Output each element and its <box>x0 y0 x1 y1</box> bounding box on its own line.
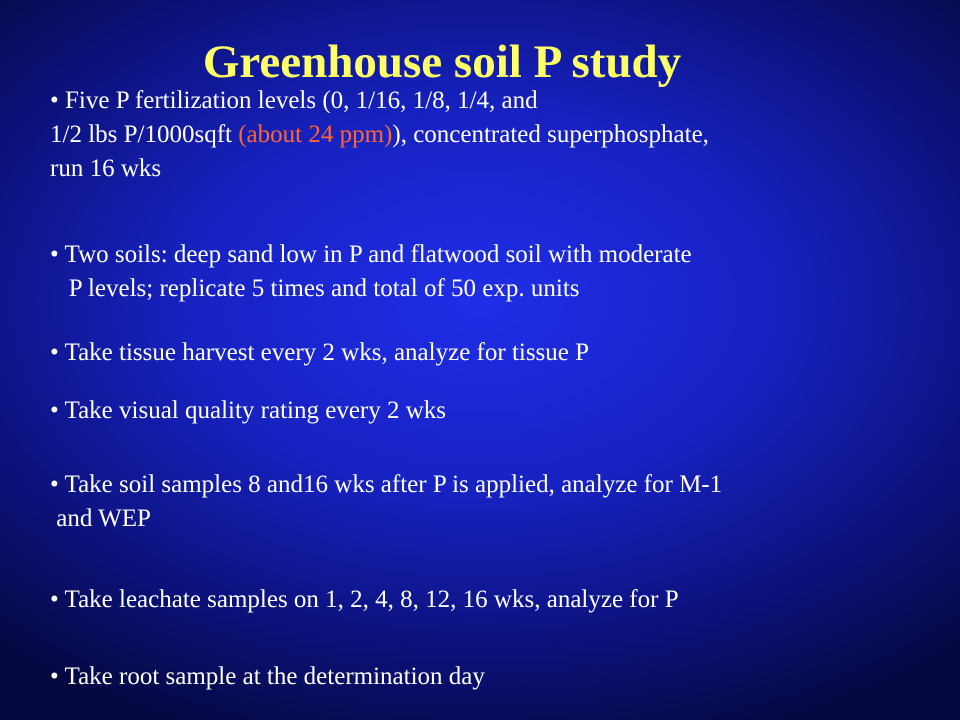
bullet-line: • Take leachate samples on 1, 2, 4, 8, 12, 16 wks, analyze for P <box>50 586 679 613</box>
slide-title: Greenhouse soil P study <box>202 36 682 88</box>
bullet-fertilization-levels <box>50 84 930 186</box>
bullet-visual-quality <box>50 394 930 428</box>
bullet-line: and WEP <box>50 505 151 532</box>
bullet-text: 1/2 lbs P/1000sqft <box>50 121 239 148</box>
bullet-line: • Take root sample at the determination day <box>50 663 485 690</box>
bullet-tissue-harvest <box>50 336 930 370</box>
bullet-two-soils <box>50 238 930 306</box>
bullet-line: run 16 wks <box>50 155 162 182</box>
bullet-line: • Take soil samples 8 and16 wks after P is applied, analyze for M-1 <box>50 471 723 498</box>
bullet-text: ), concentrated superphosphate, <box>392 121 709 148</box>
bullet-line: • Five P fertilization levels (0, 1/16, 1/8, 1/4, and <box>50 87 538 114</box>
bullet-line: P levels; replicate 5 times and total of 50 exp. units <box>50 275 580 302</box>
bullet-line: • Two soils: deep sand low in P and flatwood soil with moderate <box>50 241 692 268</box>
bullet-leachate-samples <box>50 583 930 617</box>
bullet-root-sample <box>50 660 930 694</box>
highlight-text: (about 24 ppm) <box>238 121 393 148</box>
bullet-line: • Take tissue harvest every 2 wks, analyze for tissue P <box>50 339 590 366</box>
bullet-line <box>50 118 930 152</box>
bullet-line: • Take visual quality rating every 2 wks <box>50 397 447 424</box>
bullet-soil-samples <box>50 468 930 536</box>
